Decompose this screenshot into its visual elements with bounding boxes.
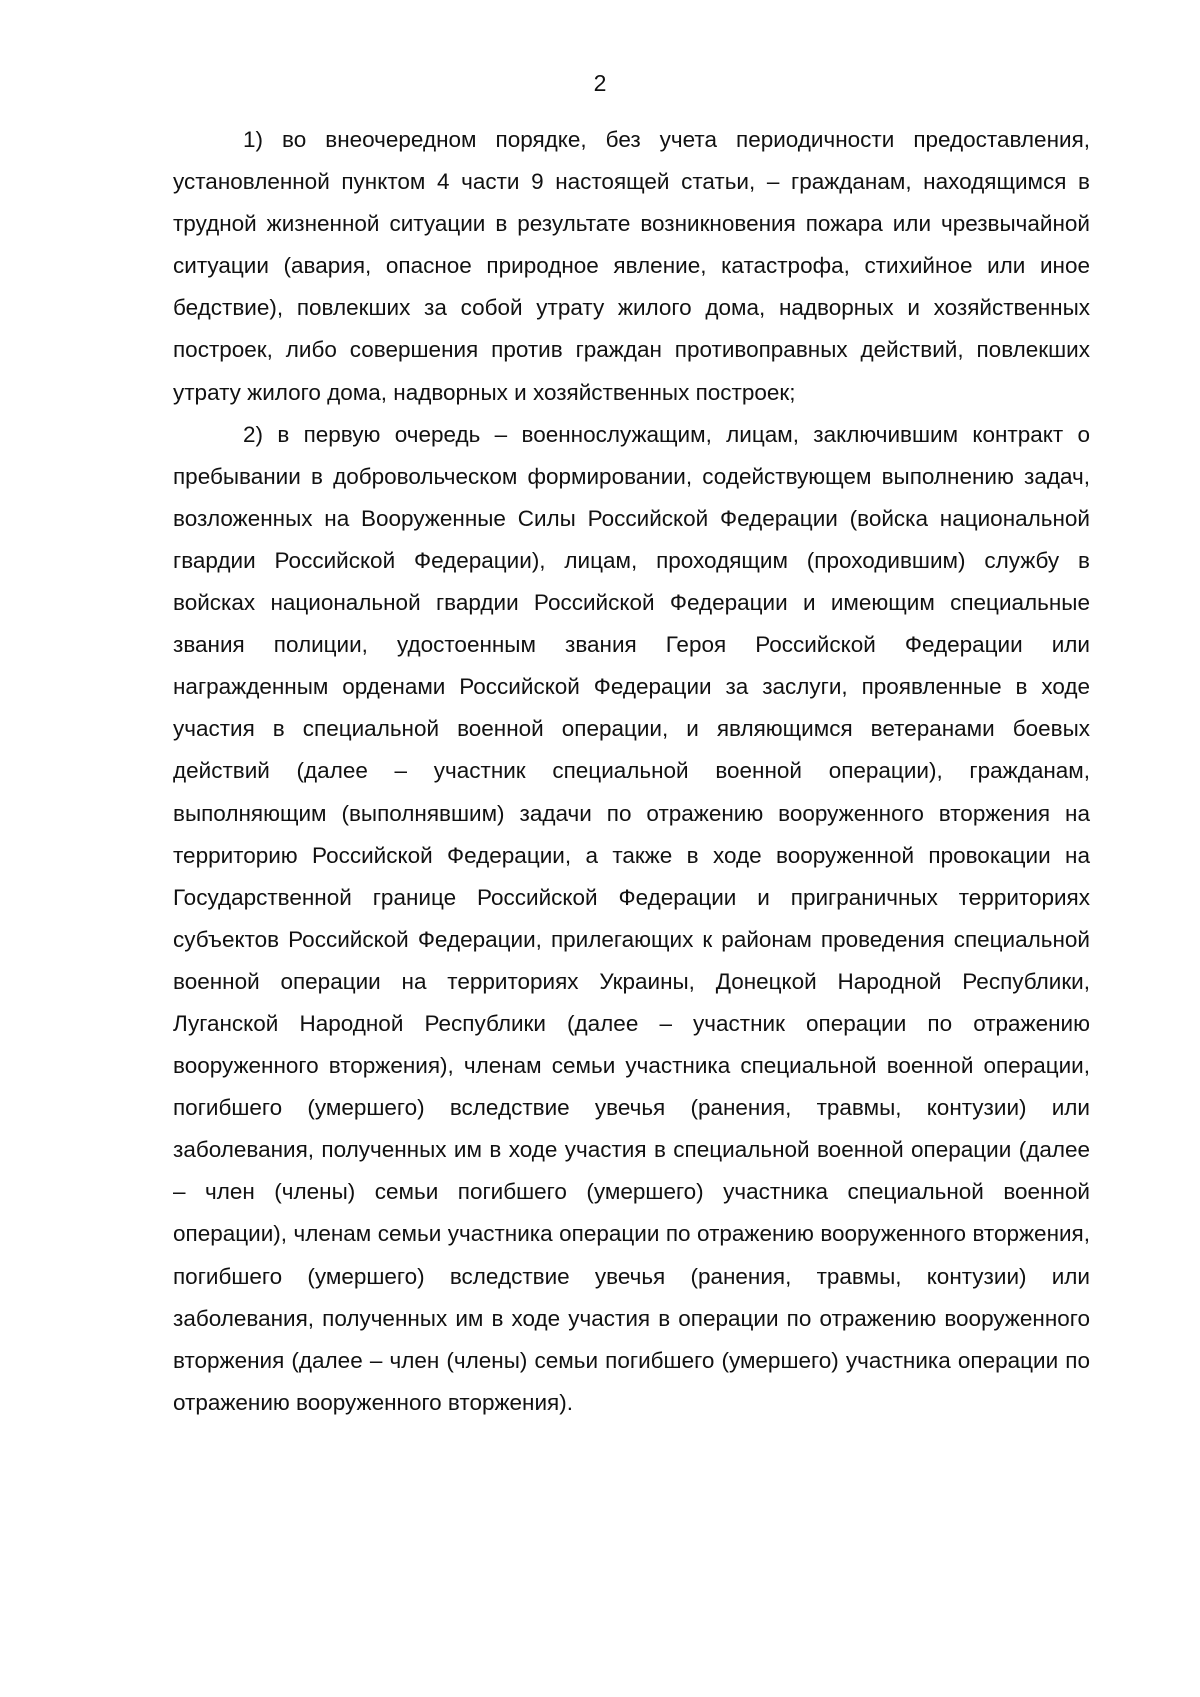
paragraph-item-2: 2) в первую очередь – военнослужащим, лицам, заключившим контракт о пребывании в добровольческом формировании, содействующем выполнению задач, возложенных на Вооруженные Силы Российской Федерации (войска национальной гвардии Российской Федерации), лицам, проходящим (проходившим) службу в войсках национальной гвардии Российской Федерации и имеющим специальные звания полиции, удостоенным звания Героя Российской Федерации или награжденным орденами Российской Федерации за заслуги, проявленные в ходе участия в специальной военной операции, и являющимся ветеранами боевых действий (далее – участник специальной военной операции), гражданам, выполняющим (выполнявшим) задачи по отражению вооруженного вторжения на территорию Российской Федерации, а также в ходе вооруженной провокации на Государственной границе Российской Федерации и приграничных территориях субъектов Российской Федерации, прилегающих к районам проведения специальной военной операции на территориях Украины, Донецкой Народной Республики, Луганской Народной Республики (далее – участник операции по отражению вооруженного вторжения), членам семьи участника специальной военной операции, погибшего (умершего) вследствие увечья (ранения, травмы, контузии) или заболевания, полученных им в ходе участия в специальной военной операции (далее – член (члены) семьи погибшего (умершего) участника специальной военной операции), членам семьи участника операции по отражению вооруженного вторжения, погибшего (умершего) вследствие увечья (ранения, травмы, контузии) или заболевания, полученных им в ходе участия в операции по отражению вооруженного вторжения (далее – член (члены) семьи погибшего (умершего) участника операции по отражению вооруженного вторжения). — [173, 421, 1090, 1415]
document-body — [173, 119, 1090, 1424]
page-number: 2 — [593, 70, 607, 96]
paragraph-item-1: 1) во внеочередном порядке, без учета периодичности предоставления, установленной пунктом 4 части 9 настоящей статьи, – гражданам, находящимся в трудной жизненной ситуации в результате возникновения пожара или чрезвычайной ситуации (авария, опасное природное явление, катастрофа, стихийное или иное бедствие), повлекших за собой утрату жилого дома, надворных и хозяйственных построек, либо совершения против граждан противоправных действий, повлекших утрату жилого дома, надворных и хозяйственных построек; — [173, 127, 1090, 405]
